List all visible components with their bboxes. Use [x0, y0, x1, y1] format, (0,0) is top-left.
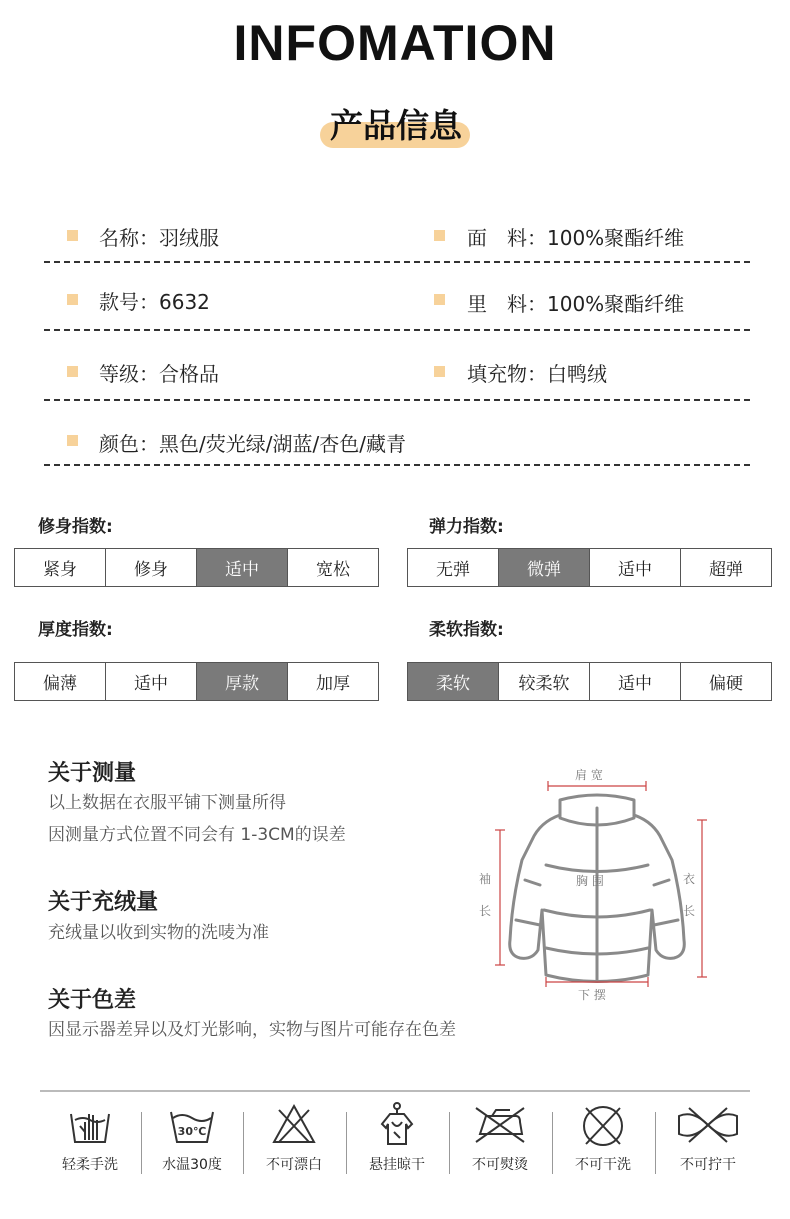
- care-item: [553, 1100, 653, 1174]
- no-wring-icon: [673, 1100, 743, 1150]
- care-item: [347, 1100, 447, 1174]
- bullet-icon: [67, 366, 78, 377]
- shoulder-label: 肩 宽: [575, 768, 603, 782]
- care-item: [40, 1100, 140, 1174]
- svg-text:30℃: 30℃: [177, 1125, 207, 1138]
- softness-option: 偏硬: [709, 674, 743, 694]
- info-name: 名称：羽绒服: [99, 226, 219, 250]
- dashed-divider: [44, 329, 750, 331]
- bullet-icon: [434, 294, 445, 305]
- measure-note: 因测量方式位置不同会有 1-3CM的误差: [48, 825, 346, 845]
- care-label: 轻柔手洗: [62, 1157, 118, 1173]
- thickness-option: 偏薄: [15, 663, 106, 700]
- care-label: 不可拧干: [680, 1157, 736, 1173]
- care-divider: [40, 1090, 750, 1092]
- thickness-option: 加厚: [316, 674, 350, 694]
- care-item: [658, 1100, 758, 1174]
- wash-30-icon: [167, 1100, 217, 1150]
- color-heading: 关于色差: [48, 988, 137, 1013]
- softness-option-selected: 柔软: [408, 663, 499, 700]
- color-note: 因显示器差异以及灯光影响，实物与图片可能存在色差: [48, 1020, 456, 1040]
- care-label: 水温30度: [162, 1157, 222, 1173]
- bullet-icon: [434, 230, 445, 241]
- care-separator: [655, 1112, 656, 1174]
- elastic-option: 适中: [590, 549, 681, 586]
- elastic-index-scale: [407, 548, 772, 587]
- no-dry-clean-icon: [578, 1100, 628, 1150]
- info-lining: 里 料：100%聚酯纤维: [467, 292, 685, 316]
- elastic-option: 无弹: [408, 549, 499, 586]
- softness-index-scale: [407, 662, 772, 701]
- care-label: 不可漂白: [266, 1157, 322, 1173]
- no-iron-icon: [470, 1100, 530, 1150]
- measure-note: 以上数据在衣服平铺下测量所得: [48, 793, 286, 813]
- dashed-divider: [44, 464, 750, 466]
- no-bleach-icon: [269, 1100, 319, 1150]
- care-label: 不可熨烫: [472, 1157, 528, 1173]
- sleeve-label-2: 长: [479, 904, 492, 918]
- softness-option: 适中: [590, 663, 681, 700]
- fit-option: 修身: [106, 549, 197, 586]
- care-label: 悬挂晾干: [369, 1157, 425, 1173]
- softness-index-label: 柔软指数:: [429, 620, 504, 640]
- subtitle-text: 产品信息: [330, 106, 462, 145]
- info-filling: 填充物：白鸭绒: [467, 362, 607, 386]
- chest-label: 胸 围: [576, 874, 604, 888]
- length-label-1: 衣: [683, 872, 696, 886]
- info-fabric: 面 料：100%聚酯纤维: [467, 226, 685, 250]
- bullet-icon: [434, 366, 445, 377]
- care-item: [450, 1100, 550, 1174]
- fit-option-selected: 适中: [197, 549, 288, 586]
- page-title: INFOMATION: [233, 15, 557, 71]
- fill-note: 充绒量以收到实物的洗唛为准: [48, 923, 269, 943]
- elastic-index-label: 弹力指数:: [429, 517, 504, 537]
- thickness-option: 适中: [106, 663, 197, 700]
- hang-dry-icon: [372, 1100, 422, 1150]
- info-row: [44, 285, 750, 345]
- fit-index-label: 修身指数:: [38, 517, 113, 537]
- care-label: 不可干洗: [575, 1157, 631, 1173]
- hem-label: 下 摆: [578, 988, 606, 1002]
- info-grade: 等级：合格品: [99, 362, 219, 386]
- section-subtitle: [316, 100, 476, 152]
- fit-index-scale: [14, 548, 379, 587]
- elastic-option-selected: 微弹: [499, 549, 590, 586]
- thickness-index-scale: [14, 662, 379, 701]
- dashed-divider: [44, 261, 750, 263]
- length-label-2: 长: [683, 904, 696, 918]
- elastic-option: 超弹: [709, 560, 743, 580]
- info-colors: 颜色：黑色/荧光绿/湖蓝/杏色/藏青: [99, 432, 406, 456]
- info-row: [44, 218, 750, 278]
- fit-option: 宽松: [316, 560, 350, 580]
- info-row: [44, 426, 750, 486]
- bullet-icon: [67, 435, 78, 446]
- sleeve-label-1: 袖: [479, 872, 492, 886]
- bullet-icon: [67, 230, 78, 241]
- care-item: [142, 1100, 242, 1174]
- bullet-icon: [67, 294, 78, 305]
- softness-option: 较柔软: [499, 663, 590, 700]
- thickness-index-label: 厚度指数:: [38, 620, 113, 640]
- measurement-diagram: [470, 760, 720, 1010]
- hand-wash-icon: [65, 1100, 115, 1150]
- fill-heading: 关于充绒量: [48, 890, 159, 915]
- thickness-option-selected: 厚款: [197, 663, 288, 700]
- info-style-no: 款号：6632: [99, 290, 210, 314]
- measure-heading: 关于测量: [48, 761, 137, 786]
- info-row: [44, 355, 750, 415]
- care-item: [244, 1100, 344, 1174]
- dashed-divider: [44, 399, 750, 401]
- fit-option: 紧身: [15, 549, 106, 586]
